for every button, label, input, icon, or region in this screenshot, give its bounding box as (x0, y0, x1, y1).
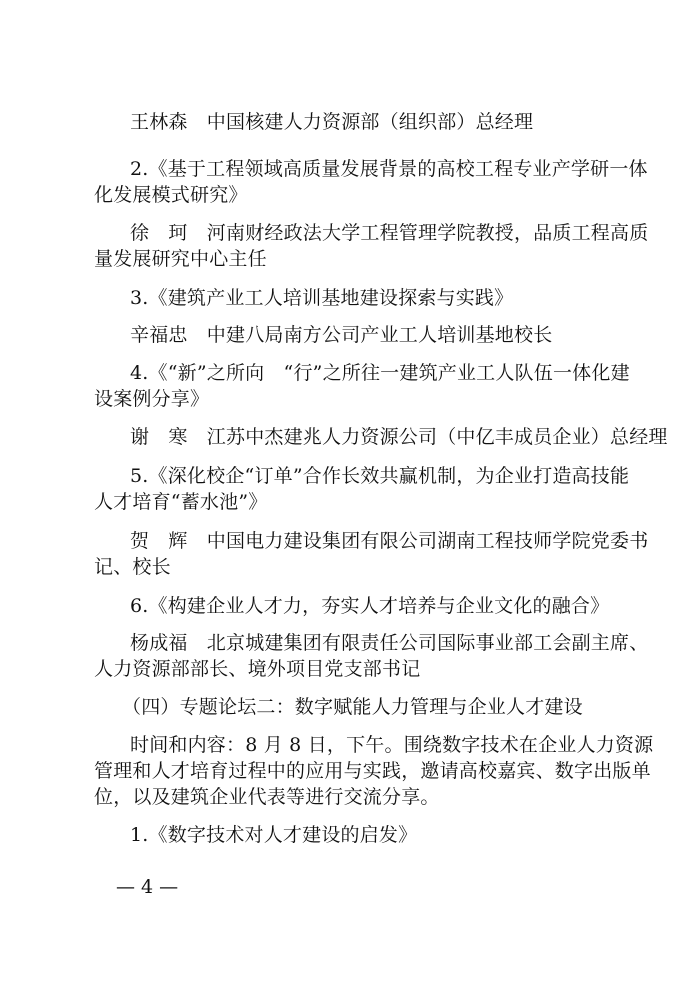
topic-title-line: 6.《构建企业人才力，夯实人才培养与企业文化的融合》 (130, 595, 610, 617)
topic-title-line: 1.《数字技术对人才建设的启发》 (130, 824, 418, 846)
speaker-line: 徐 珂 河南财经政法大学工程管理学院教授，品质工程高质 (130, 222, 649, 244)
topic-title-line: 5.《深化校企“订单”合作长效共赢机制，为企业打造高技能 (130, 465, 630, 487)
section-heading: （四）专题论坛二：数字赋能人力管理与企业人才建设 (122, 696, 583, 718)
topic-title-line: 4.《“新”之所向 “行”之所往一建筑产业工人队伍一体化建 (130, 362, 630, 384)
speaker-line: 王林森 中国核建人力资源部（组织部）总经理 (130, 111, 534, 133)
topic-title-continuation: 设案例分享》 (94, 388, 210, 410)
speaker-line: 谢 寒 江苏中杰建兆人力资源公司（中亿丰成员企业）总经理 (130, 426, 668, 448)
topic-title-line: 3.《建筑产业工人培训基地建设探索与实践》 (130, 287, 514, 309)
page-number: — 4 — (116, 876, 179, 898)
topic-title-continuation: 人才培育“蓄水池”》 (94, 491, 268, 513)
speaker-continuation: 量发展研究中心主任 (94, 248, 267, 270)
speaker-line: 贺 辉 中国电力建设集团有限公司湖南工程技师学院党委书 (130, 530, 649, 552)
topic-title-line: 2.《基于工程领域高质量发展背景的高校工程专业产学研一体 (130, 158, 648, 180)
speaker-continuation: 记、校长 (94, 556, 171, 578)
paragraph-line: 时间和内容：8 月 8 日，下午。围绕数字技术在企业人力资源 (130, 734, 654, 756)
speaker-continuation: 人力资源部部长、境外项目党支部书记 (94, 658, 421, 680)
paragraph-line: 位，以及建筑企业代表等进行交流分享。 (94, 786, 440, 808)
speaker-line: 杨成福 北京城建集团有限责任公司国际事业部工会副主席、 (130, 632, 649, 654)
speaker-line: 辛福忠 中建八局南方公司产业工人培训基地校长 (130, 324, 553, 346)
paragraph-line: 管理和人才培育过程中的应用与实践，邀请高校嘉宾、数字出版单 (94, 760, 651, 782)
topic-title-continuation: 化发展模式研究》 (94, 184, 248, 206)
